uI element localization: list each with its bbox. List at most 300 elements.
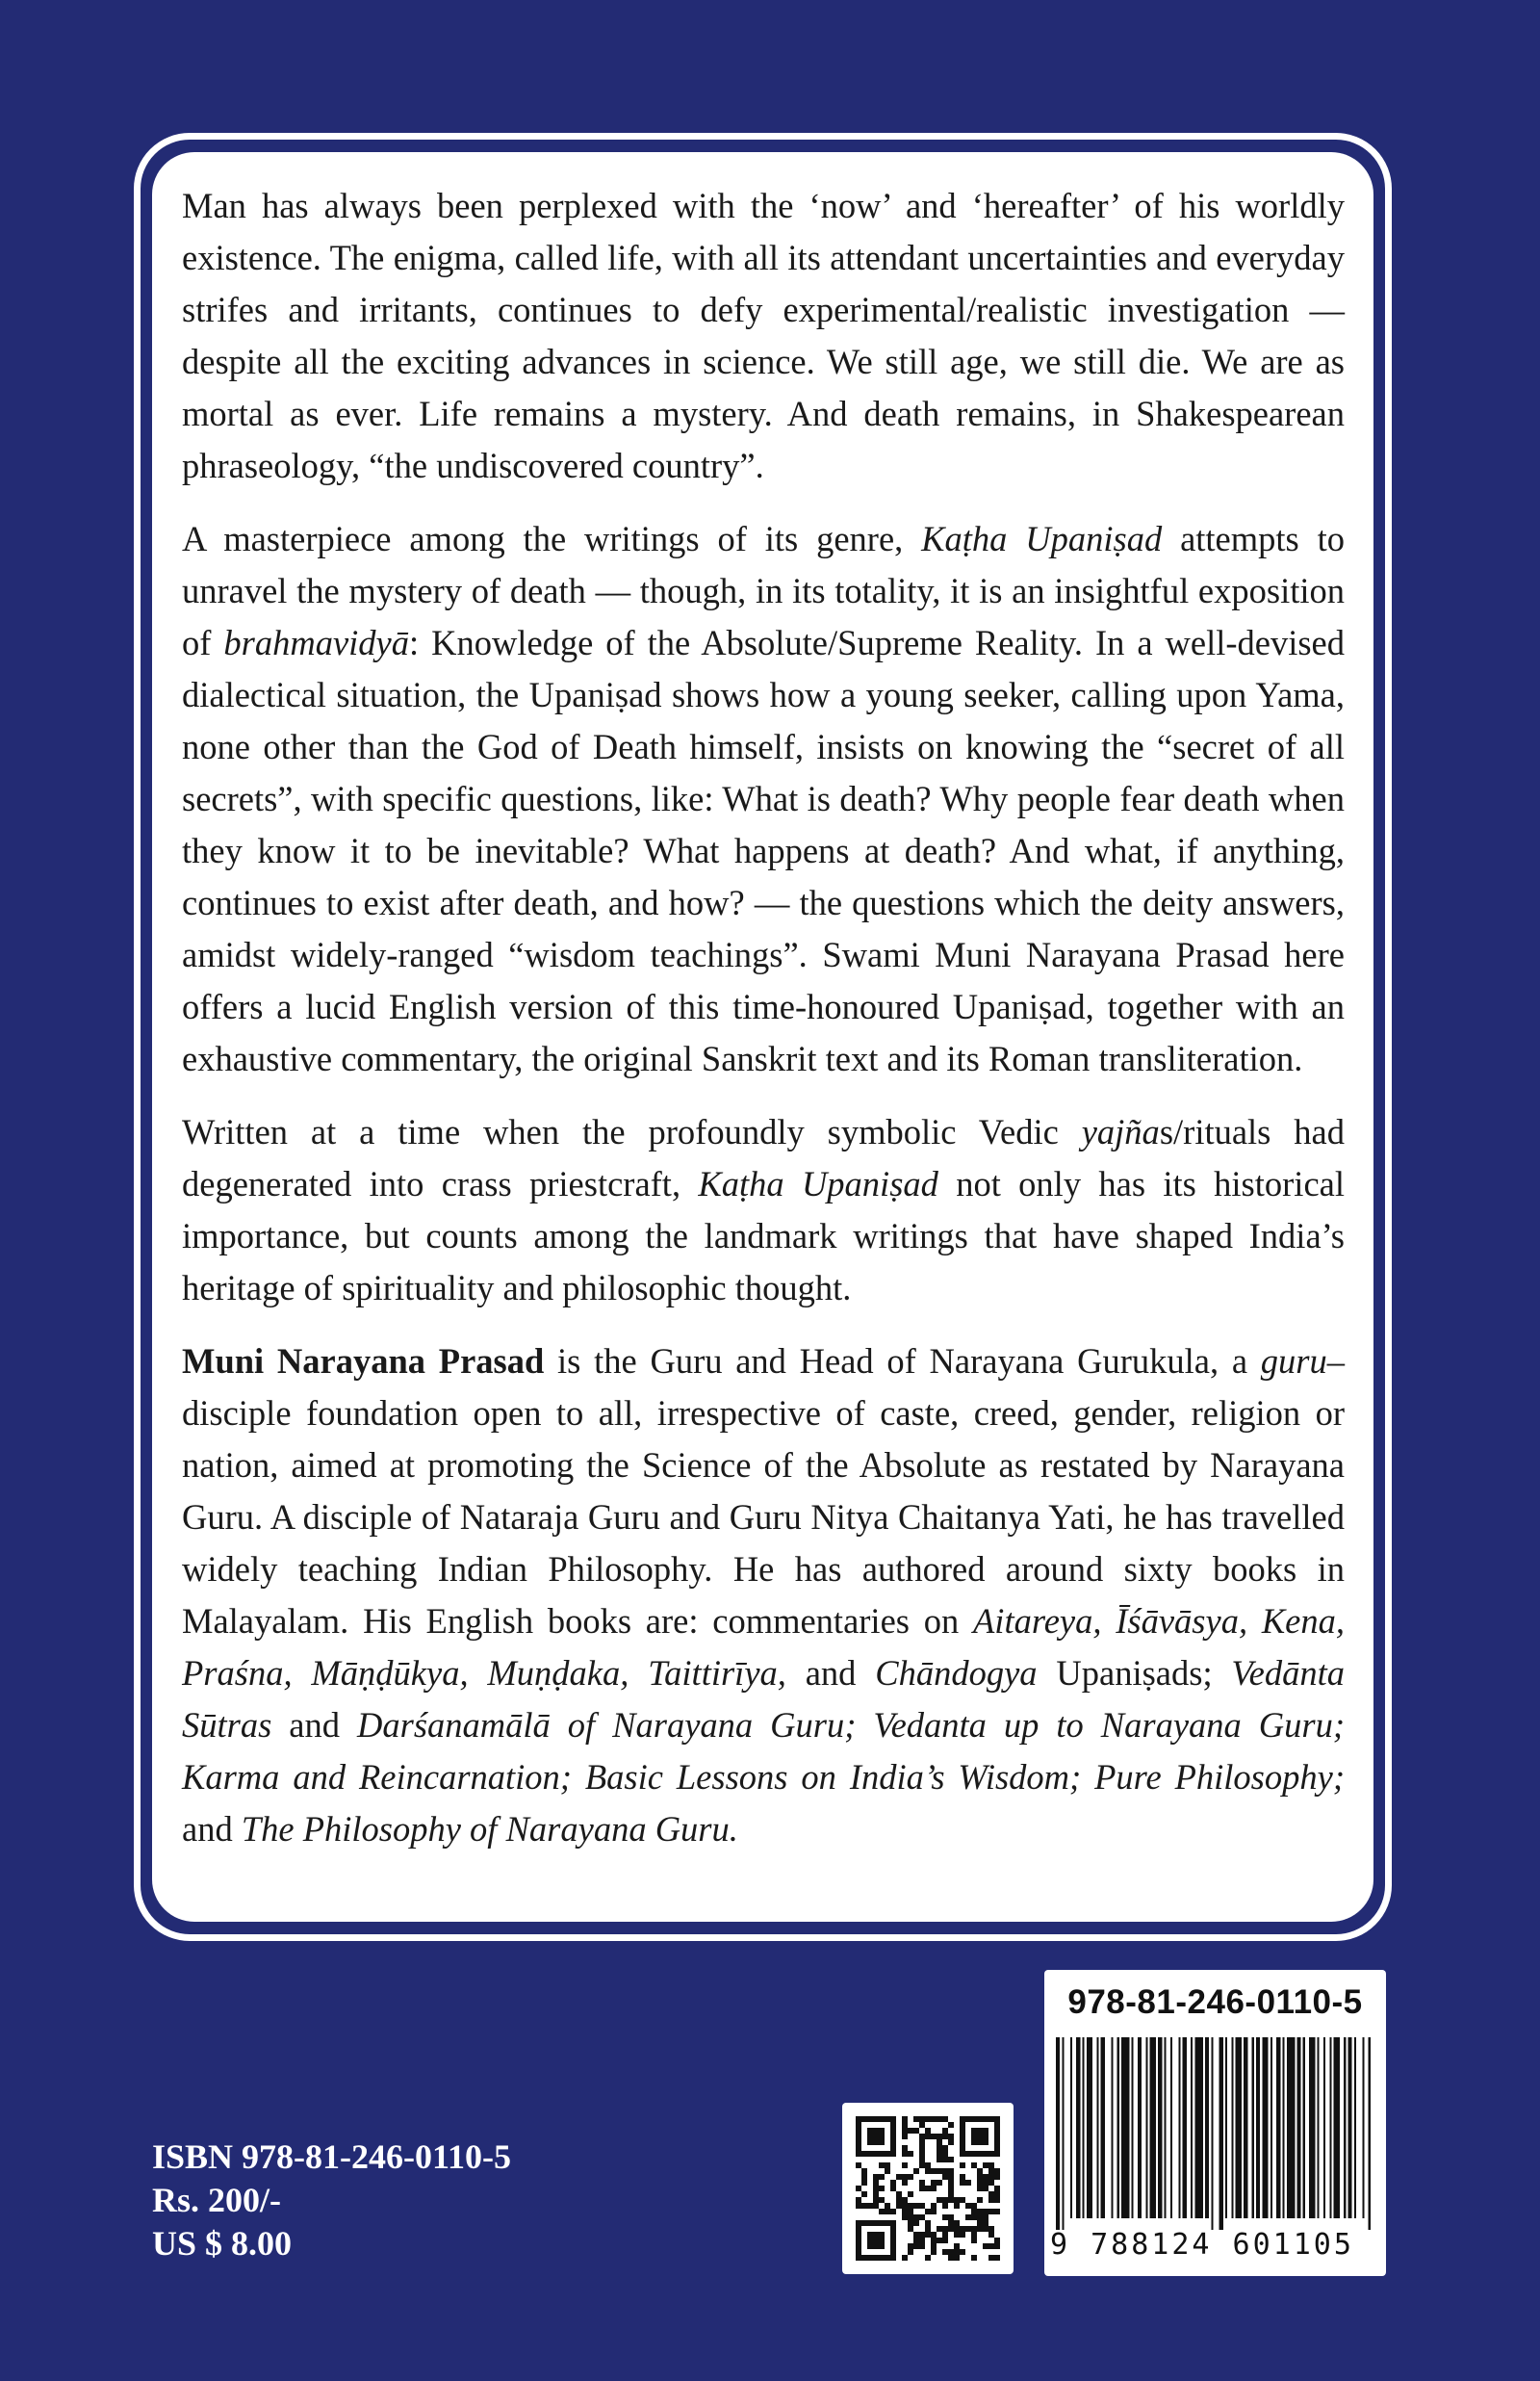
qr-module — [902, 2255, 908, 2261]
qr-module — [983, 2139, 988, 2145]
barcode-bar — [1369, 2037, 1371, 2230]
qr-module — [856, 2122, 861, 2128]
qr-module — [896, 2197, 902, 2203]
qr-module — [988, 2255, 994, 2261]
qr-module — [994, 2209, 1000, 2214]
text-run: Man has always been perplexed with the ‘now’ and ‘hereafter’ of his worldly existence. The enigma, called life, with all its attendant uncertainties and everyday strifes and irritants, continues to defy experimental/realistic investigation — despite all the exciting advances in science. We still age, we still die. We are as mortal as ever. Life remains a mystery. And death remains, in Shakespearean phraseology, “the undiscovered country”. — [182, 186, 1345, 485]
qr-module — [902, 2145, 908, 2151]
barcode-bar — [1132, 2037, 1134, 2218]
qr-module — [890, 2209, 896, 2214]
barcode-bar — [1170, 2037, 1172, 2218]
text-run: Darśanamālā of Narayana Guru; Vedanta up to Narayana Guru; Karma and Reincarnation; Basic Lessons on India’s Wisdom; Pure Philosophy; — [182, 1705, 1346, 1797]
qr-module — [873, 2255, 879, 2261]
qr-module — [971, 2255, 977, 2261]
qr-module — [879, 2134, 885, 2139]
qr-module — [856, 2243, 861, 2249]
qr-module — [867, 2128, 873, 2134]
qr-module — [890, 2139, 896, 2145]
qr-module — [954, 2232, 960, 2238]
isbn-label: ISBN 978-81-246-0110-5 — [152, 2137, 512, 2176]
qr-module — [925, 2209, 931, 2214]
qr-module — [942, 2232, 948, 2238]
qr-module — [948, 2191, 954, 2197]
qr-module — [954, 2203, 960, 2209]
qr-module — [937, 2168, 942, 2174]
barcode-bar — [1056, 2037, 1060, 2230]
qr-module — [954, 2226, 960, 2232]
text-run: guru — [1260, 1341, 1327, 1381]
qr-module — [942, 2197, 948, 2203]
qr-module — [908, 2226, 913, 2232]
qr-module — [971, 2151, 977, 2157]
qr-module — [856, 2226, 861, 2232]
qr-module — [994, 2238, 1000, 2243]
qr-module — [965, 2180, 971, 2186]
qr-module — [937, 2134, 942, 2139]
qr-module — [942, 2145, 948, 2151]
qr-module — [861, 2220, 867, 2226]
qr-code-image — [856, 2116, 1000, 2261]
text-run: attempts to unravel the mystery of death — though, in its totality, it is an insightful exposition of — [182, 519, 1345, 662]
qr-module — [890, 2226, 896, 2232]
qr-module — [879, 2174, 885, 2180]
barcode-bar — [1283, 2037, 1285, 2218]
qr-module — [925, 2134, 931, 2139]
qr-module — [919, 2243, 925, 2249]
qr-module — [908, 2209, 913, 2214]
qr-module — [890, 2238, 896, 2243]
barcode-bar — [1334, 2037, 1340, 2218]
qr-module — [902, 2203, 908, 2209]
qr-module — [867, 2243, 873, 2249]
qr-module — [994, 2174, 1000, 2180]
qr-module — [908, 2214, 913, 2220]
qr-module — [885, 2116, 890, 2122]
qr-module — [948, 2255, 954, 2261]
qr-module — [960, 2134, 965, 2139]
qr-module — [983, 2243, 988, 2249]
qr-module — [994, 2139, 1000, 2145]
qr-module — [861, 2168, 867, 2174]
qr-module — [983, 2226, 988, 2232]
qr-module — [942, 2157, 948, 2162]
qr-module — [896, 2174, 902, 2180]
qr-module — [960, 2128, 965, 2134]
qr-module — [931, 2249, 937, 2255]
qr-module — [902, 2128, 908, 2134]
qr-module — [885, 2220, 890, 2226]
qr-module — [902, 2174, 908, 2180]
qr-module — [890, 2186, 896, 2191]
qr-module — [977, 2180, 983, 2186]
barcode-isbn-header: 978-81-246-0110-5 — [1067, 1983, 1363, 2021]
qr-module — [856, 2116, 861, 2122]
qr-module — [977, 2197, 983, 2203]
qr-module — [879, 2116, 885, 2122]
qr-module — [937, 2238, 942, 2243]
qr-module — [913, 2232, 919, 2238]
barcode-bar — [1076, 2037, 1080, 2218]
qr-module — [925, 2255, 931, 2261]
text-run: yajña — [1081, 1112, 1160, 1152]
barcode-bar — [1101, 2037, 1105, 2218]
qr-module — [861, 2116, 867, 2122]
qr-module — [873, 2139, 879, 2145]
qr-module — [942, 2238, 948, 2243]
text-run: Upaniṣads; — [1037, 1653, 1232, 1693]
qr-module — [873, 2232, 879, 2238]
qr-module — [977, 2139, 983, 2145]
qr-module — [913, 2203, 919, 2209]
qr-module — [879, 2151, 885, 2157]
qr-module — [994, 2243, 1000, 2249]
qr-module — [931, 2168, 937, 2174]
qr-module — [902, 2180, 908, 2186]
qr-module — [861, 2191, 867, 2197]
qr-module — [890, 2255, 896, 2261]
qr-module — [948, 2134, 954, 2139]
qr-module — [942, 2134, 948, 2139]
qr-module — [885, 2151, 890, 2157]
qr-module — [856, 2151, 861, 2157]
qr-module — [948, 2226, 954, 2232]
price-inr: Rs. 200/- — [152, 2181, 281, 2219]
qr-module — [960, 2139, 965, 2145]
barcode-bar — [1096, 2037, 1098, 2218]
qr-module — [931, 2238, 937, 2243]
text-run: A masterpiece among the writings of its genre, — [182, 519, 922, 558]
qr-module — [971, 2128, 977, 2134]
qr-module — [873, 2186, 879, 2191]
qr-module — [983, 2151, 988, 2157]
qr-module — [948, 2122, 954, 2128]
barcode-bar — [1256, 2037, 1260, 2218]
barcode-bar — [1150, 2037, 1156, 2218]
text-run: and — [785, 1653, 876, 1693]
qr-module — [931, 2116, 937, 2122]
qr-module — [971, 2162, 977, 2168]
qr-module — [919, 2134, 925, 2139]
qr-module — [919, 2139, 925, 2145]
qr-module — [983, 2214, 988, 2220]
qr-module — [948, 2157, 954, 2162]
qr-module — [856, 2139, 861, 2145]
qr-module — [856, 2186, 861, 2191]
qr-module — [902, 2116, 908, 2122]
qr-module — [994, 2134, 1000, 2139]
qr-module — [919, 2232, 925, 2238]
qr-module — [919, 2151, 925, 2157]
qr-module — [856, 2134, 861, 2139]
qr-module — [867, 2203, 873, 2209]
barcode-bar — [1083, 2037, 1085, 2218]
qr-module — [971, 2214, 977, 2220]
qr-module — [913, 2168, 919, 2174]
qr-module — [960, 2249, 965, 2255]
blurb-panel — [152, 152, 1373, 1922]
text-run: not only has its historical importance, but counts among the landmark writings that have shaped India’s heritage of spirituality and philosophic thought. — [182, 1164, 1345, 1307]
qr-module — [937, 2157, 942, 2162]
qr-module — [965, 2151, 971, 2157]
barcode-bar — [1225, 2037, 1227, 2218]
qr-module — [873, 2220, 879, 2226]
barcode-bar — [1219, 2037, 1223, 2230]
qr-module — [960, 2122, 965, 2128]
qr-module — [867, 2255, 873, 2261]
text-run: s/rituals had degenerated into crass priestcraft, — [182, 1112, 1345, 1203]
barcode-bar — [1303, 2037, 1305, 2218]
qr-module — [988, 2191, 994, 2197]
qr-module — [988, 2162, 994, 2168]
qr-module — [867, 2232, 873, 2238]
barcode-bar — [1329, 2037, 1331, 2218]
qr-module — [994, 2128, 1000, 2134]
blurb-paragraph-3 — [182, 1106, 1345, 1314]
qr-module — [919, 2162, 925, 2168]
qr-module — [913, 2220, 919, 2226]
qr-module — [856, 2128, 861, 2134]
qr-module — [873, 2180, 879, 2186]
text-run: Chāndogya — [875, 1653, 1038, 1693]
barcode-bar — [1348, 2037, 1351, 2218]
qr-module — [983, 2162, 988, 2168]
qr-module — [856, 2197, 861, 2203]
text-run: Aitareya, Īśāvāsya, Kena, Praśna, Māṇḍūkya, Muṇḍaka, Taittirīya, — [182, 1601, 1346, 1693]
text-run: and — [182, 1809, 242, 1849]
barcode-bar — [1318, 2037, 1320, 2218]
qr-module — [913, 2243, 919, 2249]
qr-module — [960, 2145, 965, 2151]
qr-module — [873, 2191, 879, 2197]
qr-module — [948, 2139, 954, 2145]
qr-module — [977, 2134, 983, 2139]
qr-module — [960, 2180, 965, 2186]
qr-module — [937, 2197, 942, 2203]
qr-module — [960, 2232, 965, 2238]
barcode-bar — [1270, 2037, 1272, 2218]
qr-module — [908, 2249, 913, 2255]
qr-module — [919, 2145, 925, 2151]
qr-module — [908, 2191, 913, 2197]
qr-module — [937, 2151, 942, 2157]
qr-module — [879, 2238, 885, 2243]
barcode-bar — [1145, 2037, 1147, 2218]
text-run: Vedānta Sūtras — [182, 1653, 1346, 1745]
qr-module — [873, 2134, 879, 2139]
qr-module — [902, 2122, 908, 2128]
qr-module — [919, 2238, 925, 2243]
qr-module — [856, 2145, 861, 2151]
qr-module — [983, 2209, 988, 2214]
barcode-bar — [1354, 2037, 1356, 2218]
barcode-bar — [1231, 2037, 1233, 2218]
qr-module — [890, 2134, 896, 2139]
qr-module — [942, 2151, 948, 2157]
qr-module — [896, 2203, 902, 2209]
qr-module — [983, 2186, 988, 2191]
qr-module — [879, 2139, 885, 2145]
qr-module — [977, 2214, 983, 2220]
barcode-bar — [1070, 2037, 1072, 2218]
qr-module — [867, 2116, 873, 2122]
qr-module — [971, 2232, 977, 2238]
qr-module — [867, 2220, 873, 2226]
qr-module — [971, 2139, 977, 2145]
qr-module — [942, 2249, 948, 2255]
qr-module — [988, 2116, 994, 2122]
qr-module — [925, 2232, 931, 2238]
qr-module — [873, 2116, 879, 2122]
qr-module — [954, 2255, 960, 2261]
qr-module — [925, 2226, 931, 2232]
text-run: Kaṭha Upaniṣad — [698, 1164, 938, 1203]
qr-module — [879, 2243, 885, 2249]
qr-module — [983, 2180, 988, 2186]
qr-module — [960, 2226, 965, 2232]
qr-module — [994, 2197, 1000, 2203]
qr-module — [908, 2128, 913, 2134]
qr-module — [931, 2243, 937, 2249]
text-run: Kaṭha Upaniṣad — [921, 519, 1163, 558]
qr-module — [983, 2128, 988, 2134]
qr-module — [913, 2214, 919, 2220]
qr-module — [873, 2203, 879, 2209]
text-run: : Knowledge of the Absolute/Supreme Reality. In a well-devised dialectical situation, the Upaniṣad shows how a young seeker, calling upon Yama, none other than the God of Death himself, insists on knowing the “secret of all secrets”, with specific questions, like: What is death? Why people fear death when they know it to be inevitable? What happens at death? And what, if anything, continues to exist after death, and how? — the questions which the deity answers, amidst widely-ranged “wisdom teachings”. Swami Muni Narayana Prasad here offers a lucid English version of this time-honoured Upaniṣad, together with an exhaustive commentary, the original Sanskrit text and its Roman transliteration. — [182, 623, 1346, 1078]
qr-module — [954, 2197, 960, 2203]
qr-module — [948, 2168, 954, 2174]
qr-module — [948, 2174, 954, 2180]
barcode-bar — [1211, 2037, 1213, 2230]
qr-module — [988, 2209, 994, 2214]
qr-module — [977, 2116, 983, 2122]
qr-module — [977, 2209, 983, 2214]
barcode-bar — [1276, 2037, 1280, 2218]
qr-module — [960, 2151, 965, 2157]
qr-module — [890, 2180, 896, 2186]
price-block — [152, 2135, 511, 2265]
barcode-bar — [1323, 2037, 1325, 2218]
qr-module — [925, 2116, 931, 2122]
price-usd: US $ 8.00 — [152, 2224, 293, 2263]
qr-module — [925, 2220, 931, 2226]
qr-module — [931, 2232, 937, 2238]
qr-module — [873, 2128, 879, 2134]
barcode-bar — [1287, 2037, 1295, 2218]
qr-module — [988, 2180, 994, 2186]
qr-module — [925, 2168, 931, 2174]
qr-code — [842, 2103, 1014, 2274]
qr-module — [977, 2128, 983, 2134]
qr-module — [931, 2203, 937, 2209]
qr-module — [867, 2238, 873, 2243]
barcode-bar — [1183, 2037, 1187, 2218]
qr-module — [994, 2168, 1000, 2174]
qr-module — [948, 2180, 954, 2186]
qr-module — [873, 2238, 879, 2243]
barcode-bar — [1158, 2037, 1162, 2218]
blurb-paragraph-1 — [182, 180, 1345, 492]
qr-module — [931, 2186, 937, 2191]
barcode-bar — [1236, 2037, 1242, 2218]
barcode-bar — [1062, 2037, 1064, 2230]
qr-module — [971, 2134, 977, 2139]
qr-module — [925, 2162, 931, 2168]
qr-module — [937, 2139, 942, 2145]
qr-module — [879, 2186, 885, 2191]
qr-module — [960, 2197, 965, 2203]
qr-module — [925, 2128, 931, 2134]
qr-module — [983, 2134, 988, 2139]
qr-module — [971, 2226, 977, 2232]
qr-module — [994, 2255, 1000, 2261]
qr-module — [971, 2209, 977, 2214]
qr-module — [960, 2174, 965, 2180]
qr-module — [890, 2232, 896, 2238]
qr-module — [902, 2151, 908, 2157]
barcode-bar — [1121, 2037, 1129, 2218]
qr-module — [890, 2128, 896, 2134]
qr-module — [977, 2151, 983, 2157]
qr-module — [954, 2243, 960, 2249]
qr-module — [867, 2139, 873, 2145]
qr-module — [983, 2220, 988, 2226]
barcode-bar — [1344, 2037, 1346, 2218]
qr-module — [960, 2116, 965, 2122]
text-run: is the Guru and Head of Narayana Gurukula, a — [544, 1341, 1261, 1381]
qr-module — [913, 2128, 919, 2134]
qr-module — [908, 2203, 913, 2209]
author-bio-paragraph — [182, 1335, 1345, 1855]
barcode-bar — [1178, 2037, 1180, 2218]
qr-module — [977, 2226, 983, 2232]
qr-module — [902, 2209, 908, 2214]
qr-module — [908, 2151, 913, 2157]
barcode-bar — [1138, 2037, 1142, 2218]
qr-module — [977, 2220, 983, 2226]
qr-module — [913, 2116, 919, 2122]
barcode-bar — [1164, 2037, 1166, 2218]
barcode-bar — [1296, 2037, 1300, 2218]
barcode-bar — [1194, 2037, 1202, 2218]
qr-module — [861, 2151, 867, 2157]
qr-module — [954, 2249, 960, 2255]
qr-module — [856, 2255, 861, 2261]
qr-module — [902, 2134, 908, 2139]
qr-module — [919, 2214, 925, 2220]
qr-module — [937, 2116, 942, 2122]
qr-module — [931, 2209, 937, 2214]
qr-module — [988, 2243, 994, 2249]
qr-module — [908, 2243, 913, 2249]
qr-module — [890, 2220, 896, 2226]
qr-module — [937, 2226, 942, 2232]
qr-module — [977, 2168, 983, 2174]
qr-module — [919, 2203, 925, 2209]
qr-module — [942, 2116, 948, 2122]
barcode-bars — [1056, 2037, 1374, 2230]
qr-module — [965, 2226, 971, 2232]
qr-module — [856, 2203, 861, 2209]
qr-module — [879, 2128, 885, 2134]
qr-module — [885, 2209, 890, 2214]
barcode-bar — [1362, 2037, 1364, 2218]
qr-module — [988, 2151, 994, 2157]
barcode-bar — [1191, 2037, 1193, 2218]
qr-module — [908, 2174, 913, 2180]
qr-module — [971, 2116, 977, 2122]
blurb-paragraph-2 — [182, 513, 1345, 1085]
qr-module — [879, 2232, 885, 2238]
